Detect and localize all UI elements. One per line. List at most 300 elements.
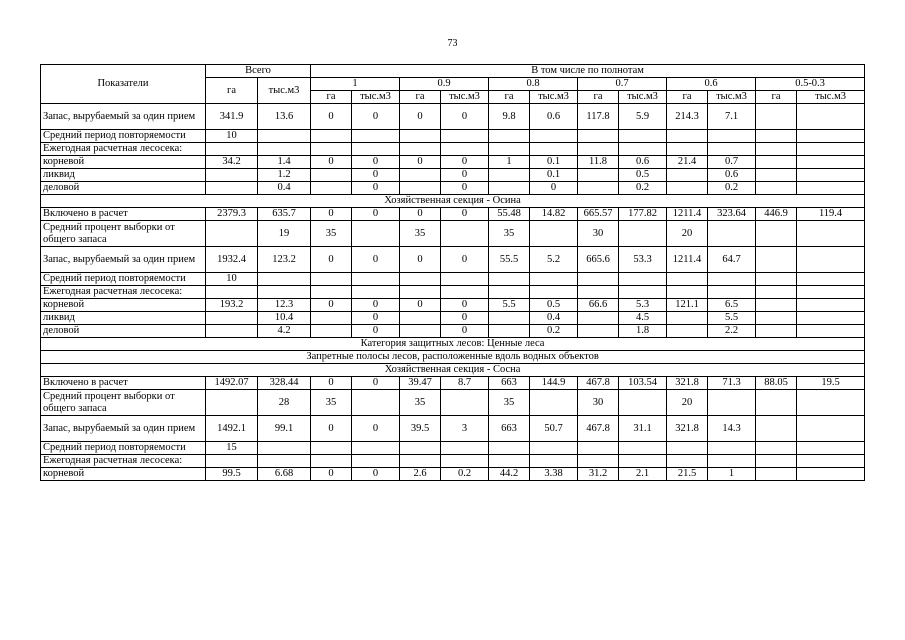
table-cell (352, 455, 400, 468)
forest-harvest-table (40, 64, 865, 481)
table-cell: 177.82 (619, 208, 667, 221)
table-cell (311, 325, 352, 338)
table-row (41, 416, 865, 442)
table-cell (797, 468, 865, 481)
table-cell: 0 (352, 468, 400, 481)
table-cell (258, 286, 311, 299)
table-cell (797, 130, 865, 143)
density-header: 0.9 (400, 78, 489, 91)
table-cell (206, 221, 258, 247)
table-cell (400, 286, 441, 299)
density-header: 0.5-0.3 (756, 78, 865, 91)
table-cell (797, 286, 865, 299)
row-label: Включено в расчет (41, 377, 206, 390)
table-cell (708, 390, 756, 416)
table-cell (311, 442, 352, 455)
table-cell (311, 182, 352, 195)
table-row (41, 104, 865, 130)
table-cell: 321.8 (667, 377, 708, 390)
table-cell (530, 273, 578, 286)
table-cell (578, 143, 619, 156)
table-cell: 121.1 (667, 299, 708, 312)
table-cell: 0 (441, 156, 489, 169)
unit-volume-header: тыс.м3 (619, 91, 667, 104)
table-cell: 1211.4 (667, 247, 708, 273)
table-cell (578, 442, 619, 455)
table-body (41, 104, 865, 481)
table-cell (530, 221, 578, 247)
unit-volume-header: тыс.м3 (352, 91, 400, 104)
row-label: Средний процент выборки от общего запаса (41, 390, 206, 416)
table-cell: 0.6 (619, 156, 667, 169)
table-cell: 0 (352, 208, 400, 221)
table-cell (489, 455, 530, 468)
table-cell (311, 169, 352, 182)
table-cell (441, 130, 489, 143)
table-cell (756, 455, 797, 468)
table-cell: 64.7 (708, 247, 756, 273)
table-cell: 55.5 (489, 247, 530, 273)
table-cell (578, 325, 619, 338)
table-cell (756, 182, 797, 195)
table-cell (756, 416, 797, 442)
table-cell: 0.2 (530, 325, 578, 338)
table-cell: 39.47 (400, 377, 441, 390)
table-cell (489, 273, 530, 286)
table-cell: 0 (441, 208, 489, 221)
table-cell (441, 221, 489, 247)
table-cell (258, 455, 311, 468)
row-label: Ежегодная расчетная лесосека: (41, 455, 206, 468)
table-cell: 1.8 (619, 325, 667, 338)
table-cell (667, 130, 708, 143)
table-cell (400, 455, 441, 468)
table-cell (797, 273, 865, 286)
table-cell: 2379.3 (206, 208, 258, 221)
table-cell (667, 273, 708, 286)
table-cell (400, 325, 441, 338)
table-cell: 20 (667, 390, 708, 416)
table-cell (756, 325, 797, 338)
density-header: 1 (311, 78, 400, 91)
table-cell: 0 (441, 325, 489, 338)
table-cell (352, 143, 400, 156)
unit-volume-header: тыс.м3 (708, 91, 756, 104)
table-cell: 2.2 (708, 325, 756, 338)
table-cell: 4.2 (258, 325, 311, 338)
table-cell (708, 455, 756, 468)
table-row (41, 182, 865, 195)
section-title: Хозяйственная секция - Сосна (41, 364, 865, 377)
table-cell (578, 169, 619, 182)
row-label: Запас, вырубаемый за один прием (41, 416, 206, 442)
density-header: 0.8 (489, 78, 578, 91)
table-cell (619, 455, 667, 468)
table-cell: 0 (352, 312, 400, 325)
table-cell: 0.4 (258, 182, 311, 195)
table-cell: 10 (206, 130, 258, 143)
table-cell: 467.8 (578, 377, 619, 390)
row-label: деловой (41, 325, 206, 338)
table-cell (756, 130, 797, 143)
table-cell: 28 (258, 390, 311, 416)
table-cell: 0 (441, 169, 489, 182)
table-cell (667, 169, 708, 182)
table-cell: 1.4 (258, 156, 311, 169)
table-row (41, 312, 865, 325)
row-label: корневой (41, 468, 206, 481)
table-cell: 0.7 (708, 156, 756, 169)
table-cell: 0.5 (619, 169, 667, 182)
table-cell (258, 130, 311, 143)
table-cell (489, 130, 530, 143)
table-cell (667, 325, 708, 338)
table-cell (530, 143, 578, 156)
table-cell: 635.7 (258, 208, 311, 221)
table-cell (441, 390, 489, 416)
table-row (41, 169, 865, 182)
table-cell: 5.3 (619, 299, 667, 312)
table-cell: 19.5 (797, 377, 865, 390)
table-cell (756, 143, 797, 156)
table-cell: 10.4 (258, 312, 311, 325)
table-cell: 0 (400, 299, 441, 312)
table-cell (756, 299, 797, 312)
density-header: 0.6 (667, 78, 756, 91)
table-cell: 5.5 (708, 312, 756, 325)
table-cell: 0 (441, 312, 489, 325)
table-cell (352, 390, 400, 416)
table-cell: 9.8 (489, 104, 530, 130)
table-cell: 21.4 (667, 156, 708, 169)
table-cell: 6.5 (708, 299, 756, 312)
table-cell: 123.2 (258, 247, 311, 273)
table-cell (708, 143, 756, 156)
table-cell (206, 182, 258, 195)
table-cell (578, 455, 619, 468)
table-cell (756, 468, 797, 481)
table-cell: 119.4 (797, 208, 865, 221)
table-cell (530, 286, 578, 299)
table-cell (311, 286, 352, 299)
table-row (41, 390, 865, 416)
table-cell: 53.3 (619, 247, 667, 273)
table-cell: 0 (311, 299, 352, 312)
section-row (41, 364, 865, 377)
table-cell (530, 455, 578, 468)
table-cell (708, 130, 756, 143)
table-cell (489, 169, 530, 182)
table-cell: 467.8 (578, 416, 619, 442)
total-volume-header: тыс.м3 (258, 78, 311, 104)
table-cell (400, 169, 441, 182)
table-cell: 665.6 (578, 247, 619, 273)
table-cell: 193.2 (206, 299, 258, 312)
row-label: Средний период повторяемости (41, 130, 206, 143)
table-cell (530, 130, 578, 143)
table-cell: 0 (311, 247, 352, 273)
table-cell (619, 442, 667, 455)
table-cell: 31.1 (619, 416, 667, 442)
section-row (41, 338, 865, 351)
table-cell: 13.6 (258, 104, 311, 130)
table-cell (797, 416, 865, 442)
table-cell: 30 (578, 390, 619, 416)
table-cell (206, 312, 258, 325)
table-cell: 0 (311, 468, 352, 481)
table-cell (756, 273, 797, 286)
table-cell: 1 (489, 156, 530, 169)
table-cell: 35 (400, 390, 441, 416)
section-title: Запретные полосы лесов, расположенные вдоль водных объектов (41, 351, 865, 364)
table-row (41, 247, 865, 273)
table-cell: 0 (352, 325, 400, 338)
table-cell (797, 182, 865, 195)
table-cell: 8.7 (441, 377, 489, 390)
table-cell: 665.57 (578, 208, 619, 221)
row-label: ликвид (41, 312, 206, 325)
table-cell (311, 312, 352, 325)
unit-ha-header: га (667, 91, 708, 104)
table-cell (619, 143, 667, 156)
table-cell: 88.05 (756, 377, 797, 390)
row-label: корневой (41, 156, 206, 169)
table-cell: 1 (708, 468, 756, 481)
table-cell: 39.5 (400, 416, 441, 442)
table-cell (578, 286, 619, 299)
table-cell: 34.2 (206, 156, 258, 169)
unit-volume-header: тыс.м3 (441, 91, 489, 104)
table-cell (797, 169, 865, 182)
table-cell: 30 (578, 221, 619, 247)
table-cell: 446.9 (756, 208, 797, 221)
table-row (41, 208, 865, 221)
table-cell: 328.44 (258, 377, 311, 390)
table-cell: 66.6 (578, 299, 619, 312)
table-cell: 321.8 (667, 416, 708, 442)
table-row (41, 455, 865, 468)
table-cell: 0.2 (619, 182, 667, 195)
table-cell (489, 143, 530, 156)
table-cell: 14.3 (708, 416, 756, 442)
table-cell: 2.1 (619, 468, 667, 481)
table-cell: 1.2 (258, 169, 311, 182)
table-row (41, 143, 865, 156)
table-cell (206, 455, 258, 468)
table-cell (667, 442, 708, 455)
table-cell: 0 (352, 182, 400, 195)
table-cell (578, 130, 619, 143)
unit-ha-header: га (578, 91, 619, 104)
table-cell (797, 390, 865, 416)
table-cell: 7.1 (708, 104, 756, 130)
table-cell (311, 143, 352, 156)
table-cell (311, 130, 352, 143)
unit-ha-header: га (400, 91, 441, 104)
table-cell (667, 286, 708, 299)
table-cell: 0.6 (530, 104, 578, 130)
table-cell (441, 442, 489, 455)
table-cell (400, 182, 441, 195)
table-cell: 11.8 (578, 156, 619, 169)
table-cell: 4.5 (619, 312, 667, 325)
table-cell: 0 (530, 182, 578, 195)
table-cell (352, 286, 400, 299)
table-cell: 0 (352, 156, 400, 169)
table-cell: 0.4 (530, 312, 578, 325)
table-cell (756, 169, 797, 182)
table-cell: 0 (400, 208, 441, 221)
table-cell (578, 312, 619, 325)
table-cell: 0 (441, 299, 489, 312)
table-cell: 35 (489, 221, 530, 247)
table-cell: 50.7 (530, 416, 578, 442)
table-cell (311, 273, 352, 286)
table-cell (400, 312, 441, 325)
table-cell: 35 (489, 390, 530, 416)
table-cell (530, 390, 578, 416)
table-cell (708, 221, 756, 247)
table-cell: 3 (441, 416, 489, 442)
row-label: Ежегодная расчетная лесосека: (41, 143, 206, 156)
table-cell: 99.5 (206, 468, 258, 481)
unit-ha-header: га (756, 91, 797, 104)
table-cell (400, 273, 441, 286)
table-row (41, 468, 865, 481)
table-cell: 21.5 (667, 468, 708, 481)
table-cell: 663 (489, 377, 530, 390)
table-cell: 19 (258, 221, 311, 247)
table-cell (206, 286, 258, 299)
table-cell: 1492.1 (206, 416, 258, 442)
table-cell (667, 455, 708, 468)
table-cell (258, 143, 311, 156)
table-cell (667, 182, 708, 195)
table-cell: 0 (400, 104, 441, 130)
table-row (41, 442, 865, 455)
table-cell (489, 182, 530, 195)
table-row (41, 325, 865, 338)
table-cell (667, 312, 708, 325)
table-cell: 0 (311, 156, 352, 169)
table-cell: 31.2 (578, 468, 619, 481)
table-cell: 341.9 (206, 104, 258, 130)
table-cell: 12.3 (258, 299, 311, 312)
total-ha-header: га (206, 78, 258, 104)
table-cell (756, 286, 797, 299)
table-cell (797, 299, 865, 312)
row-label: корневой (41, 299, 206, 312)
table-cell (797, 247, 865, 273)
table-cell: 0 (441, 247, 489, 273)
table-cell: 0.1 (530, 156, 578, 169)
table-cell (258, 273, 311, 286)
section-title: Категория защитных лесов: Ценные леса (41, 338, 865, 351)
table-cell (797, 221, 865, 247)
table-cell (578, 182, 619, 195)
table-cell (619, 390, 667, 416)
table-cell: 0 (352, 169, 400, 182)
section-row (41, 195, 865, 208)
page-number: 73 (447, 38, 458, 49)
table-cell: 6.68 (258, 468, 311, 481)
table-cell (756, 442, 797, 455)
table-cell (797, 442, 865, 455)
table-cell (708, 442, 756, 455)
table-cell (619, 221, 667, 247)
table-cell: 71.3 (708, 377, 756, 390)
table-cell (797, 312, 865, 325)
row-label: ликвид (41, 169, 206, 182)
table-cell: 0 (352, 416, 400, 442)
table-cell (708, 286, 756, 299)
unit-ha-header: га (489, 91, 530, 104)
table-row (41, 156, 865, 169)
table-cell: 0 (441, 104, 489, 130)
table-cell (206, 169, 258, 182)
table-row (41, 273, 865, 286)
density-header: 0.7 (578, 78, 667, 91)
table-cell: 0.2 (708, 182, 756, 195)
density-group-header: В том числе по полнотам (311, 65, 865, 78)
table-row (41, 221, 865, 247)
table-cell: 14.82 (530, 208, 578, 221)
row-label: Запас, вырубаемый за один прием (41, 104, 206, 130)
table-cell: 20 (667, 221, 708, 247)
table-cell (578, 273, 619, 286)
table-cell: 0 (311, 208, 352, 221)
table-cell (311, 455, 352, 468)
row-label: Ежегодная расчетная лесосека: (41, 286, 206, 299)
table-cell: 1211.4 (667, 208, 708, 221)
table-cell: 2.6 (400, 468, 441, 481)
total-header: Всего (206, 65, 311, 78)
table-cell: 5.5 (489, 299, 530, 312)
table-cell: 35 (311, 390, 352, 416)
table-cell (756, 390, 797, 416)
table-cell (667, 143, 708, 156)
table-cell: 0 (352, 247, 400, 273)
unit-ha-header: га (311, 91, 352, 104)
table-cell (352, 273, 400, 286)
table-cell: 10 (206, 273, 258, 286)
indicators-header: Показатели (41, 65, 206, 104)
table-cell (756, 156, 797, 169)
table-cell (400, 442, 441, 455)
row-label: Запас, вырубаемый за один прием (41, 247, 206, 273)
table-cell: 214.3 (667, 104, 708, 130)
table-cell: 0 (352, 299, 400, 312)
table-cell: 44.2 (489, 468, 530, 481)
table-cell (400, 130, 441, 143)
unit-volume-header: тыс.м3 (797, 91, 865, 104)
table-cell (400, 143, 441, 156)
table-cell (756, 312, 797, 325)
table-row (41, 377, 865, 390)
row-label: деловой (41, 182, 206, 195)
table-cell (797, 104, 865, 130)
table-cell: 0 (400, 247, 441, 273)
table-cell: 15 (206, 442, 258, 455)
table-cell: 99.1 (258, 416, 311, 442)
table-cell: 0 (311, 416, 352, 442)
table-cell (756, 247, 797, 273)
table-cell (756, 221, 797, 247)
table-cell: 103.54 (619, 377, 667, 390)
table-row (41, 299, 865, 312)
table-cell: 1932.4 (206, 247, 258, 273)
table-cell (797, 455, 865, 468)
